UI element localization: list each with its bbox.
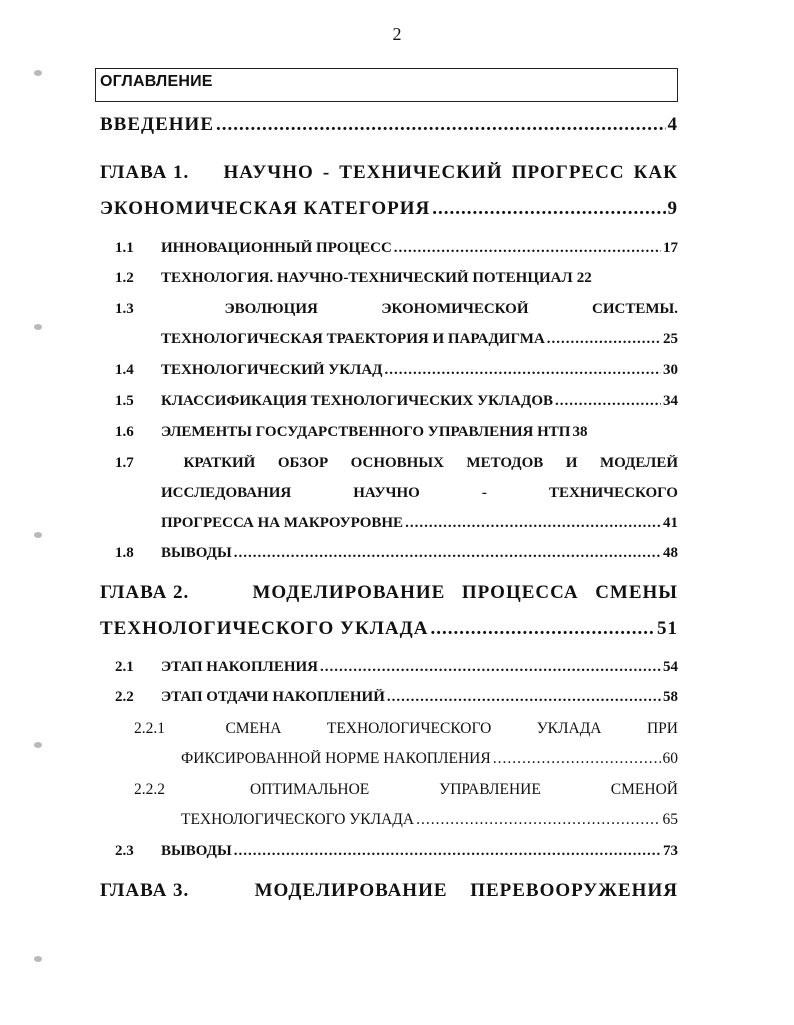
toc-section-2-2[interactable]	[115, 689, 678, 706]
section-number: 2.2	[115, 689, 134, 705]
section-number: 1.1	[115, 240, 134, 256]
toc-section-1-6[interactable]	[115, 424, 678, 441]
toc-section-1-5[interactable]	[115, 393, 678, 410]
toc-chapter-2-line1[interactable]	[100, 582, 678, 604]
leader-dots	[385, 362, 661, 379]
subsection-page: 60	[662, 750, 678, 767]
toc-section-1-3-line1[interactable]	[115, 301, 678, 318]
toc-subsection-2-2-2-line1[interactable]	[134, 781, 678, 799]
section-word: -	[481, 485, 487, 501]
section-title: ЭЛЕМЕНТЫ ГОСУДАРСТВЕННОГО УПРАВЛЕНИЯ НТП	[161, 424, 571, 440]
leader-dots	[387, 689, 661, 706]
section-page: 38	[572, 424, 588, 440]
section-page: 58	[663, 689, 678, 705]
toc-section-1-1[interactable]	[115, 240, 678, 257]
scan-speck	[34, 742, 42, 748]
toc-title: ОГЛАВЛЕНИЕ	[95, 68, 678, 102]
toc-section-1-7-line1[interactable]	[115, 455, 678, 472]
section-word: ОБЗОР	[277, 455, 329, 471]
section-page: 34	[663, 393, 678, 409]
section-word: НАУЧНО	[353, 485, 420, 501]
chapter-label: ГЛАВА 3.	[100, 880, 190, 901]
section-page: 54	[663, 659, 678, 675]
section-page: 41	[663, 515, 678, 531]
section-title: ТЕХНОЛОГИЧЕСКАЯ ТРАЕКТОРИЯ И ПАРАДИГМА	[161, 331, 545, 347]
chapter-word: ПРОГРЕСС	[511, 162, 625, 183]
toc-chapter-1-line1[interactable]	[100, 162, 678, 184]
section-title: ВЫВОДЫ	[161, 843, 232, 859]
section-number: 1.5	[115, 393, 134, 409]
entry-page: 51	[657, 618, 678, 639]
section-title: ИННОВАЦИОННЫЙ ПРОЦЕСС	[161, 240, 392, 256]
toc-section-2-3[interactable]	[115, 843, 678, 860]
section-title: ТЕХНОЛОГИЯ. НАУЧНО-ТЕХНИЧЕСКИЙ ПОТЕНЦИАЛ	[161, 270, 573, 286]
section-number: 1.6	[115, 424, 134, 440]
section-number: 1.8	[115, 545, 134, 561]
subsection-word: УПРАВЛЕНИЕ	[439, 781, 541, 798]
section-word: СИСТЕМЫ.	[591, 301, 678, 317]
section-number: 1.3	[115, 301, 134, 317]
subsection-word: ОПТИМАЛЬНОЕ	[249, 781, 370, 798]
section-title: ВЫВОДЫ	[161, 545, 232, 561]
scan-speck	[34, 324, 42, 330]
subsection-title: ТЕХНОЛОГИЧЕСКОГО УКЛАДА	[181, 811, 415, 828]
chapter-word: МОДЕЛИРОВАНИЕ	[252, 582, 446, 603]
subsection-word: ПРИ	[646, 720, 678, 737]
section-word: ЭВОЛЮЦИЯ	[224, 301, 318, 317]
subsection-number: 2.2.1	[134, 720, 165, 737]
section-page: 17	[663, 240, 678, 256]
leader-dots	[416, 811, 660, 829]
section-word: И	[565, 455, 578, 471]
chapter-word: ПРОЦЕССА	[461, 582, 579, 603]
toc-section-1-2[interactable]	[115, 270, 678, 287]
section-title: ПРОГРЕССА НА МАКРОУРОВНЕ	[161, 515, 404, 531]
leader-dots	[394, 240, 661, 257]
toc-section-1-7-line3[interactable]	[161, 515, 678, 532]
chapter-label: ГЛАВА 1.	[100, 162, 190, 183]
section-number: 1.4	[115, 362, 134, 378]
section-page: 25	[663, 331, 678, 347]
toc-entry-intro[interactable]	[100, 114, 678, 136]
section-page: 22	[576, 270, 592, 286]
leader-dots	[493, 750, 661, 768]
leader-dots	[430, 618, 655, 640]
toc-chapter-1-line2[interactable]	[100, 198, 678, 220]
entry-title: ВВЕДЕНИЕ	[100, 114, 214, 135]
leader-dots	[320, 659, 661, 676]
leader-dots	[405, 515, 661, 532]
subsection-word: СМЕНА	[225, 720, 282, 737]
section-page: 30	[663, 362, 678, 378]
toc-section-1-4[interactable]	[115, 362, 678, 379]
subsection-title: ФИКСИРОВАННОЙ НОРМЕ НАКОПЛЕНИЯ	[181, 750, 491, 767]
subsection-page: 65	[662, 811, 678, 828]
section-word: ТЕХНИЧЕСКОГО	[548, 485, 678, 501]
toc-section-2-1[interactable]	[115, 659, 678, 676]
chapter-word: СМЕНЫ	[595, 582, 678, 603]
subsection-number: 2.2.2	[134, 781, 165, 798]
entry-page: 9	[667, 198, 678, 219]
toc-section-1-8[interactable]	[115, 545, 678, 562]
leader-dots	[234, 545, 661, 562]
toc-chapter-3-line1[interactable]	[100, 880, 678, 902]
section-page: 48	[663, 545, 678, 561]
section-word: КРАТКИЙ	[183, 455, 256, 471]
leader-dots	[234, 843, 661, 860]
subsection-word: ТЕХНОЛОГИЧЕСКОГО	[326, 720, 492, 737]
toc-subsection-2-2-1-line2[interactable]	[181, 750, 678, 768]
scan-speck	[34, 70, 42, 76]
toc-chapter-2-line2[interactable]	[100, 618, 678, 640]
section-word: ЭКОНОМИЧЕСКОЙ	[381, 301, 529, 317]
chapter-word: МОДЕЛИРОВАНИЕ	[254, 880, 448, 901]
subsection-word: СМЕНОЙ	[610, 781, 678, 798]
section-page: 73	[663, 843, 678, 859]
scan-speck	[34, 532, 42, 538]
toc-section-1-3-line2[interactable]	[161, 331, 678, 348]
chapter-label: ГЛАВА 2.	[100, 582, 190, 603]
subsection-word: УКЛАДА	[536, 720, 602, 737]
section-title: ЭТАП ОТДАЧИ НАКОПЛЕНИЙ	[161, 689, 385, 705]
section-number: 1.7	[115, 455, 134, 471]
section-word: ОСНОВНЫХ	[350, 455, 444, 471]
section-number: 2.1	[115, 659, 134, 675]
chapter-word: ПЕРЕВООРУЖЕНИЯ	[470, 880, 678, 901]
chapter-word: НАУЧНО	[223, 162, 314, 183]
toc-subsection-2-2-1-line1[interactable]	[134, 720, 678, 738]
section-word: МЕТОДОВ	[466, 455, 544, 471]
page-number: 2	[392, 24, 402, 44]
toc-section-1-7-line2[interactable]	[161, 485, 678, 502]
leader-dots	[216, 114, 666, 136]
section-title: ЭТАП НАКОПЛЕНИЯ	[161, 659, 318, 675]
section-title: КЛАССИФИКАЦИЯ ТЕХНОЛОГИЧЕСКИХ УКЛАДОВ	[161, 393, 553, 409]
leader-dots	[555, 393, 661, 410]
section-word: ИССЛЕДОВАНИЯ	[161, 485, 292, 501]
chapter-word: ТЕХНИЧЕСКИЙ	[339, 162, 503, 183]
chapter-word: -	[322, 162, 331, 183]
entry-page: 4	[667, 114, 678, 135]
scan-speck	[34, 956, 42, 962]
chapter-title: ТЕХНОЛОГИЧЕСКОГО УКЛАДА	[100, 618, 429, 639]
leader-dots	[547, 331, 661, 348]
section-word: МОДЕЛЕЙ	[599, 455, 678, 471]
toc-subsection-2-2-2-line2[interactable]	[181, 811, 678, 829]
chapter-title: ЭКОНОМИЧЕСКАЯ КАТЕГОРИЯ	[100, 198, 431, 219]
leader-dots	[432, 198, 665, 220]
section-title: ТЕХНОЛОГИЧЕСКИЙ УКЛАД	[161, 362, 383, 378]
section-number: 1.2	[115, 270, 134, 286]
chapter-word: КАК	[633, 162, 678, 183]
section-number: 2.3	[115, 843, 134, 859]
